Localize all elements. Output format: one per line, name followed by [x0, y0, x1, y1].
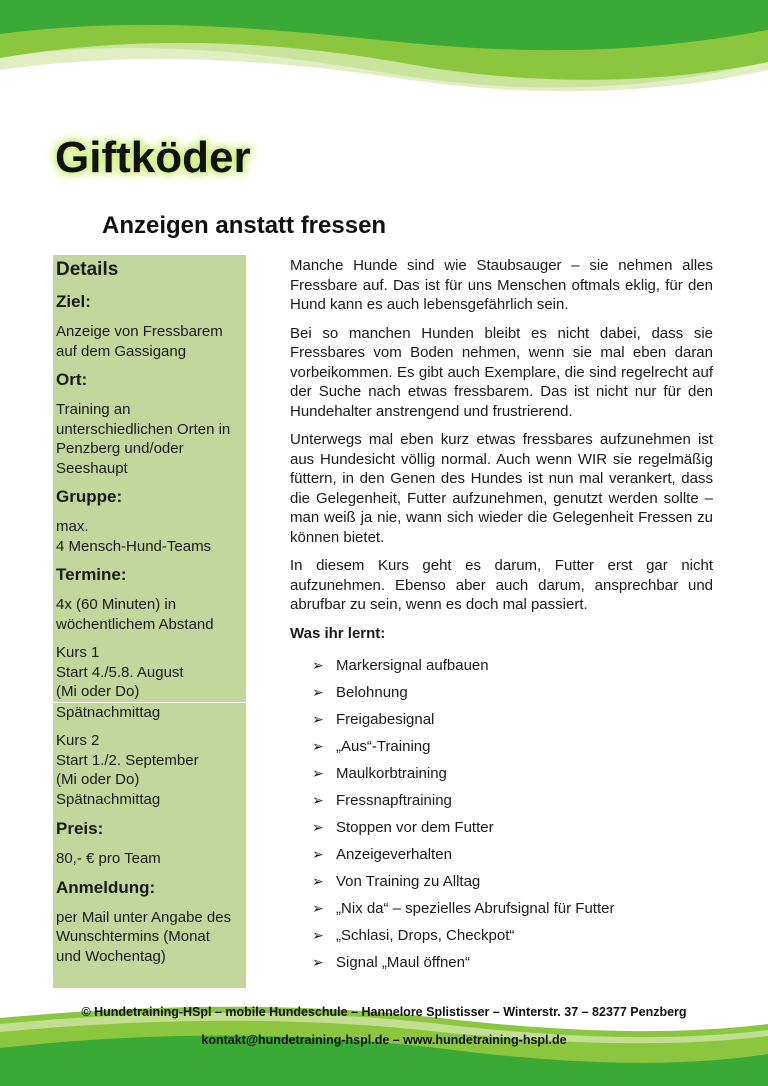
anmeldung-label: Anmeldung:: [56, 877, 156, 897]
learn-item: [290, 679, 713, 706]
arrow-bullet-icon: ➢: [312, 818, 324, 835]
arrow-bullet-icon: ➢: [312, 710, 324, 727]
ziel-line: Anzeige von Fressbarem: [56, 323, 223, 340]
intro-paragraph: Manche Hunde sind wie Staubsauger – sie nehmen alles Fressbare auf. Das ist für uns Menschen oftmals eklig, für den Hund kann es auch lebensgefährlich sein.: [290, 257, 713, 313]
ort-line: unterschiedlichen Orten in: [56, 420, 231, 438]
ort-line: Seeshaupt: [56, 459, 128, 477]
termine-text: [56, 595, 243, 634]
kurs1-line: Start 4./5.8. August: [56, 663, 184, 681]
arrow-bullet-icon: ➢: [312, 845, 324, 862]
learn-item: [290, 895, 713, 922]
details-sidebar: [53, 255, 246, 988]
learn-item-label: „Schlasi, Drops, Checkpot“: [336, 926, 515, 944]
learn-item-label: „Nix da“ – spezielles Abrufsignal für Futter: [336, 899, 615, 917]
arrow-bullet-icon: ➢: [312, 872, 324, 889]
top-wave-decoration: [0, 0, 768, 110]
kurs2-text: [56, 731, 243, 809]
learn-item: [290, 868, 713, 895]
details-heading: Details: [56, 259, 119, 280]
ort-text: [56, 400, 243, 478]
ort-line: Penzberg und/oder: [56, 440, 184, 457]
learn-item-label: Von Training zu Alltag: [336, 872, 481, 890]
page-title: Giftköder: [55, 133, 251, 182]
learn-item: [290, 652, 713, 679]
arrow-bullet-icon: ➢: [312, 683, 324, 700]
anmeldung-line: und Wochentag): [56, 947, 166, 965]
learn-item: [290, 814, 713, 841]
preis-label: Preis:: [56, 819, 104, 838]
learn-item-label: Anzeigeverhalten: [336, 845, 452, 863]
arrow-bullet-icon: ➢: [312, 737, 324, 754]
learn-item: [290, 733, 713, 760]
anmeldung-line: Wunschtermins (Monat: [56, 928, 210, 945]
arrow-bullet-icon: ➢: [312, 953, 324, 970]
learn-item: [290, 760, 713, 787]
preis-line: 80,- € pro Team: [56, 850, 161, 867]
learn-heading: Was ihr lernt:: [290, 624, 386, 642]
learn-item-label: Signal „Maul öffnen“: [336, 953, 470, 971]
learn-item-label: Stoppen vor dem Futter: [336, 818, 494, 836]
kurs1-text: [56, 643, 243, 702]
kurs2-line: Spätnachmittag: [56, 790, 161, 808]
learn-item-label: Belohnung: [336, 683, 408, 701]
kurs2-line: Kurs 2: [56, 732, 100, 749]
main-content: [290, 256, 713, 976]
arrow-bullet-icon: ➢: [312, 791, 324, 808]
learn-item: [290, 922, 713, 949]
body-paragraph: Unterwegs mal eben kurz etwas fressbares aufzunehmen ist aus Hundesicht völlig normal. Auch wenn WIR sie regelmäßig füttern, in den Genen des Hundes ist nun mal verankert, dass die Gelegenheit, Futter aufzunehmen, genutzt werden sollte – man weiß ja nie, wann sich wieder die Gelegenheit Fressen zu können bietet.: [290, 431, 713, 546]
ziel-text: [56, 322, 243, 361]
learn-item: [290, 841, 713, 868]
learn-item-label: Markersignal aufbauen: [336, 656, 489, 674]
kurs2-line: (Mi oder Do): [56, 771, 140, 788]
kurs1-line: (Mi oder Do): [56, 683, 140, 700]
learn-item-label: Fressnapftraining: [336, 791, 452, 809]
kurs2-line: Start 1./2. September: [56, 751, 199, 769]
gruppe-line: max.: [56, 518, 89, 535]
anmeldung-text: [56, 908, 243, 967]
gruppe-label: Gruppe:: [56, 487, 123, 506]
learn-item: [290, 706, 713, 733]
body-paragraph: In diesem Kurs geht es darum, Futter erst gar nicht aufzunehmen. Ebenso aber auch darum, ansprechbar und abrufbar zu sein, wenn es doch mal passiert.: [290, 557, 713, 613]
learn-item-label: „Aus“-Training: [336, 737, 431, 755]
preis-text: [56, 849, 243, 869]
arrow-bullet-icon: ➢: [312, 926, 324, 943]
termine-line: 4x (60 Minuten) in: [56, 596, 177, 613]
gruppe-line: 4 Mensch-Hund-Teams: [56, 537, 212, 555]
arrow-bullet-icon: ➢: [312, 764, 324, 781]
arrow-bullet-icon: ➢: [312, 899, 324, 916]
kurs1-line: Kurs 1: [56, 644, 100, 661]
footer-address: © Hundetraining-HSpl – mobile Hundeschule – Hannelore Splistisser – Winterstr. 37 – 82377 Penzberg: [81, 1005, 687, 1019]
ziel-line: auf dem Gassigang: [56, 342, 187, 360]
termine-line: wöchentlichem Abstand: [56, 615, 214, 633]
kurs1-time: Spätnachmittag: [56, 703, 161, 721]
gruppe-text: [56, 517, 243, 556]
ort-label: Ort:: [56, 370, 88, 389]
arrow-bullet-icon: ➢: [312, 656, 324, 673]
body-paragraph: Bei so manchen Hunden bleibt es nicht dabei, dass sie Fressbares vom Boden nehmen, wenn sie mal eben daran vorbeikommen. Es gibt auch Exemplare, die sind regelrecht auf der Suche nach etwas fressbarem. Das ist nicht nur für den Hundehalter anstrengend und frustrierend.: [290, 324, 713, 420]
learn-item: [290, 787, 713, 814]
ziel-label: Ziel:: [56, 292, 91, 311]
learn-item: [290, 949, 713, 976]
termine-label: Termine:: [56, 565, 127, 584]
ort-line: Training an: [56, 401, 131, 418]
anmeldung-line: per Mail unter Angabe des: [56, 908, 232, 926]
learn-list: [290, 652, 713, 976]
learn-item-label: Maulkorbtraining: [336, 764, 447, 782]
learn-item-label: Freigabesignal: [336, 710, 435, 728]
footer-contact: kontakt@hundetraining-hspl.de – www.hundetraining-hspl.de: [201, 1033, 567, 1047]
page-subtitle: Anzeigen anstatt fressen: [102, 212, 387, 239]
